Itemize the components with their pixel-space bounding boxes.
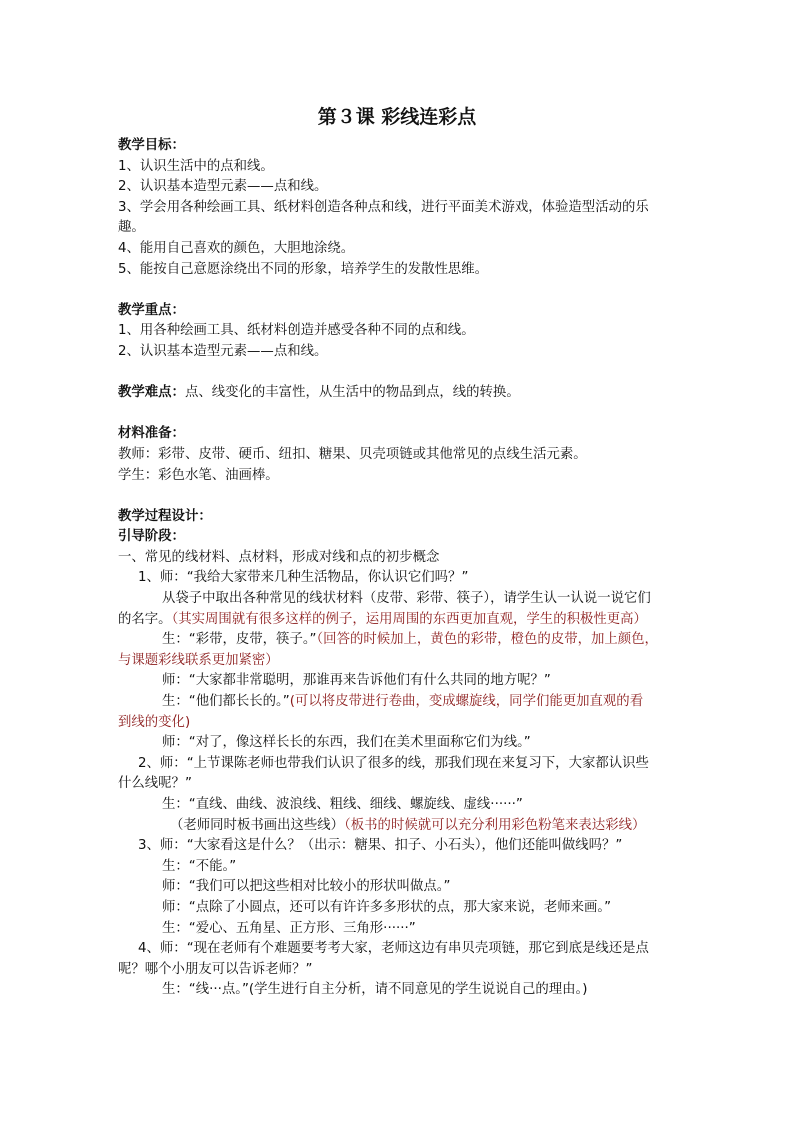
narrative-line: 从袋子中取出各种常见的线状材料（皮带、彩带、筷子），请学生认一认说一说它们 bbox=[162, 591, 651, 607]
teaching-note: 与课题彩线联系更加紧密） bbox=[118, 652, 279, 668]
process-heading: 教学过程设计： bbox=[118, 508, 212, 524]
goal-item: 4、能用自己喜欢的颜色，大胆地涂绕。 bbox=[118, 240, 355, 256]
document-body bbox=[118, 136, 678, 1001]
teacher-line: 1、师：“我给大家带来几种生活物品，你认识它们吗？” bbox=[138, 570, 469, 586]
section-heading: 一、常见的线材料、点材料，形成对线和点的初步概念 bbox=[118, 549, 440, 565]
teacher-line: 呢？哪个小朋友可以告诉老师？” bbox=[118, 961, 313, 977]
goal-item: 3、学会用各种绘画工具、纸材料创造各种点和线，进行平面美术游戏，体验造型活动的乐 bbox=[118, 199, 649, 215]
stage-heading: 引导阶段： bbox=[118, 529, 185, 545]
student-line: 生：“直线、曲线、波浪线、粗线、细线、螺旋线、虚线······” bbox=[162, 797, 523, 812]
student-line bbox=[118, 980, 678, 1001]
note-line bbox=[118, 816, 678, 837]
materials-heading: 材料准备： bbox=[118, 426, 185, 442]
teacher-line: 4、师：“现在老师有个难题要考考大家，老师这边有串贝壳项链，那它到底是线还是点 bbox=[138, 941, 649, 957]
teacher-line: 师：“点除了小圆点，还可以有许许多多形状的点，那大家来说，老师来画。” bbox=[162, 899, 612, 915]
difficulty-line bbox=[118, 383, 678, 404]
teacher-line: 师：“对了，像这样长长的东西，我们在美术里面称它们为线。” bbox=[162, 735, 531, 751]
goal-item: 趣。 bbox=[118, 220, 145, 236]
difficulty-text: 点、线变化的丰富性，从生活中的物品到点，线的转换。 bbox=[184, 385, 520, 401]
student-text: 生：“彩带，皮带，筷子。” bbox=[162, 632, 317, 648]
page-title: 第３课 彩线连彩点 bbox=[317, 106, 477, 128]
teacher-line: 2、师：“上节课陈老师也带我们认识了很多的线，那我们现在来复习下，大家都认识些 bbox=[138, 755, 649, 771]
student-line: 生：“爱心、五角星、正方形、三角形······” bbox=[162, 920, 416, 936]
student-line: 生：“不能。” bbox=[162, 858, 237, 874]
goal-item: 5、能按自己意愿涂绕出不同的形象，培养学生的发散性思维。 bbox=[118, 261, 489, 277]
key-point-item: 1、用各种绘画工具、纸材料创造并感受各种不同的点和线。 bbox=[118, 323, 475, 339]
goal-item: 1、认识生活中的点和线。 bbox=[118, 158, 274, 174]
difficulty-heading: 教学难点： bbox=[118, 385, 185, 401]
teaching-note: （板书的时候就可以充分利用彩色粉笔来表达彩线） bbox=[344, 817, 646, 833]
note-text: (学生进行自主分析，请不同意见的学生说说自己的理由。) bbox=[248, 982, 588, 998]
materials-teacher: 教师：彩带、皮带、硬币、纽扣、糖果、贝壳项链或其他常见的点线生活元素。 bbox=[118, 446, 587, 462]
narrative-text: 的名字。 bbox=[118, 611, 172, 627]
teaching-note: (可以将皮带进行卷曲，变成螺旋线，同学们能更加直观的看 bbox=[289, 694, 644, 710]
teaching-note: （其实周围就有很多这样的例子，运用周围的东西更加直观，学生的积极性更高） bbox=[171, 611, 647, 627]
student-line bbox=[118, 630, 678, 651]
teacher-line: 师：“我们可以把这些相对比较小的形状叫做点。” bbox=[162, 879, 451, 895]
teaching-note: （回答的时候加上，黄色的彩带，橙色的皮带，加上颜色， bbox=[316, 632, 658, 648]
goal-item: 2、认识基本造型元素——点和线。 bbox=[118, 179, 328, 195]
key-points-heading: 教学重点： bbox=[118, 302, 185, 318]
teacher-line: 什么线呢？” bbox=[118, 776, 192, 792]
spacer bbox=[118, 363, 678, 384]
teacher-line: 3、师：“大家看这是什么？（出示：糖果、扣子、小石头），他们还能叫做线吗？” bbox=[138, 838, 623, 854]
key-point-item: 2、认识基本造型元素——点和线。 bbox=[118, 343, 328, 359]
narrative-line bbox=[118, 610, 678, 631]
teacher-line: 师：“大家都非常聪明，那谁再来告诉他们有什么共同的地方呢？” bbox=[162, 673, 551, 689]
teaching-note: 到线的变化) bbox=[118, 714, 191, 730]
student-line bbox=[118, 692, 678, 713]
student-text: 生：“他们都长长的。” bbox=[162, 694, 290, 710]
spacer bbox=[118, 280, 678, 301]
spacer bbox=[118, 486, 678, 507]
materials-student: 学生：彩色水笔、油画棒。 bbox=[118, 467, 279, 483]
student-text: 生：“线···点。” bbox=[162, 982, 249, 998]
note-text: （老师同时板书画出这些线） bbox=[170, 817, 345, 833]
spacer bbox=[118, 404, 678, 425]
goals-heading: 教学目标： bbox=[118, 138, 185, 153]
